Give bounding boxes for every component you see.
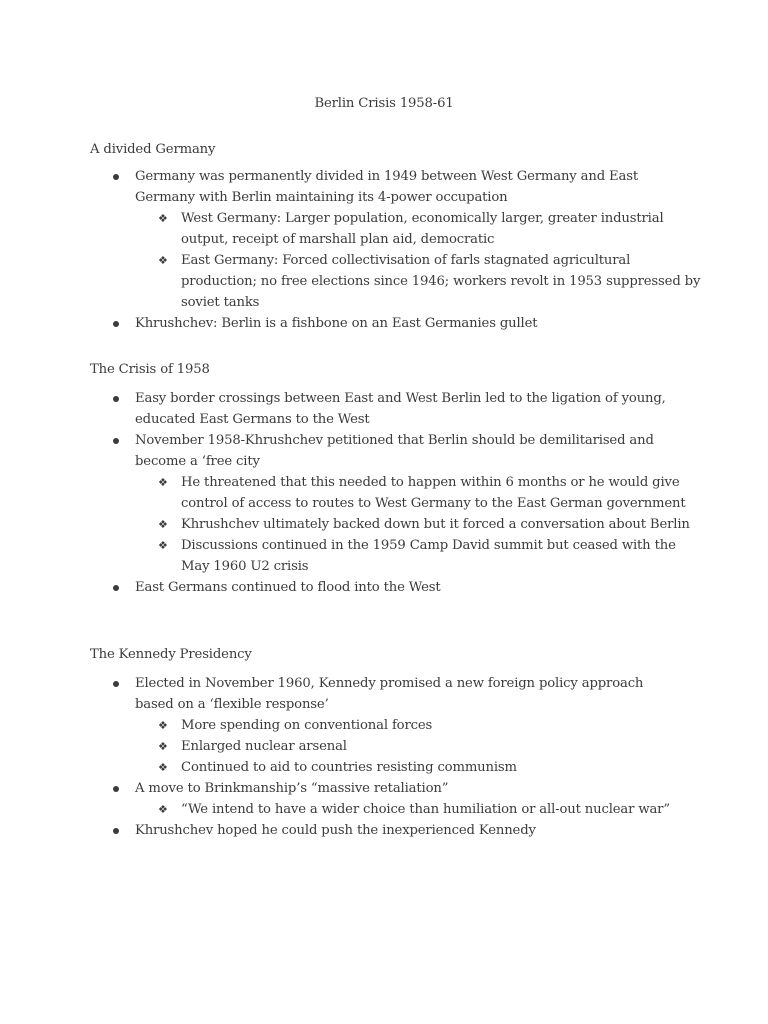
list-item <box>0 208 768 250</box>
list-item <box>0 715 768 736</box>
list-item-text: West Germany: Larger population, economically larger, greater industrial output, receipt of marshall plan aid, democratic <box>181 211 664 247</box>
bullet-dot-icon <box>113 585 119 591</box>
diamond-bullet-icon: ❖ <box>158 254 168 267</box>
section-list-kennedy-presidency <box>0 673 768 841</box>
list-item-text: “We intend to have a wider choice than humiliation or all-out nuclear war” <box>181 802 670 817</box>
bullet-dot-icon <box>113 321 119 327</box>
diamond-bullet-icon: ❖ <box>158 740 168 753</box>
list-item <box>0 820 768 841</box>
bullet-dot-icon <box>113 396 119 402</box>
diamond-bullet-icon: ❖ <box>158 212 168 225</box>
list-item-text: Khrushchev ultimately backed down but it forced a conversation about Berlin <box>181 517 690 532</box>
list-item-text: East Germany: Forced collectivisation of farls stagnated agricultural production; no free elections since 1946; workers revolt in 1953 suppressed by soviet tanks <box>181 253 701 310</box>
diamond-bullet-icon: ❖ <box>158 803 168 816</box>
bullet-dot-icon <box>113 681 119 687</box>
section-heading-kennedy-presidency: The Kennedy Presidency <box>90 647 252 662</box>
list-item-text: Enlarged nuclear arsenal <box>181 739 347 754</box>
bullet-dot-icon <box>113 174 119 180</box>
diamond-bullet-icon: ❖ <box>158 761 168 774</box>
list-item-text: Easy border crossings between East and West Berlin led to the ligation of young, educated East Germans to the West <box>135 391 666 427</box>
section-heading-crisis-1958: The Crisis of 1958 <box>90 362 210 377</box>
diamond-bullet-icon: ❖ <box>158 719 168 732</box>
section-list-crisis-1958 <box>0 388 768 598</box>
section-list-divided-germany <box>0 166 768 334</box>
list-item-text: A move to Brinkmanship’s “massive retaliation” <box>135 781 449 796</box>
list-item <box>0 514 768 535</box>
bullet-dot-icon <box>113 828 119 834</box>
list-item-text: Discussions continued in the 1959 Camp David summit but ceased with the May 1960 U2 crisis <box>181 538 676 574</box>
diamond-bullet-icon: ❖ <box>158 518 168 531</box>
section-heading-divided-germany: A divided Germany <box>90 142 216 157</box>
list-item-text: East Germans continued to flood into the West <box>135 580 441 595</box>
list-item-text: Continued to aid to countries resisting communism <box>181 760 517 775</box>
list-item-text: Khrushchev: Berlin is a fishbone on an East Germanies gullet <box>135 316 538 331</box>
list-item <box>0 757 768 778</box>
list-item <box>0 388 768 430</box>
diamond-bullet-icon: ❖ <box>158 539 168 552</box>
list-item-text: Germany was permanently divided in 1949 between West Germany and East Germany with Berlin maintaining its 4-power occupation <box>135 169 638 205</box>
list-item <box>0 577 768 598</box>
list-item-text: Khrushchev hoped he could push the inexperienced Kennedy <box>135 823 536 838</box>
list-item <box>0 535 768 577</box>
list-item <box>0 166 768 208</box>
list-item <box>0 673 768 715</box>
list-item <box>0 736 768 757</box>
list-item <box>0 778 768 799</box>
list-item-text: November 1958-Khrushchev petitioned that Berlin should be demilitarised and become a ‘free city <box>135 433 654 469</box>
list-item <box>0 313 768 334</box>
bullet-dot-icon <box>113 438 119 444</box>
list-item <box>0 430 768 472</box>
diamond-bullet-icon: ❖ <box>158 476 168 489</box>
list-item-text: He threatened that this needed to happen within 6 months or he would give control of access to routes to West Germany to the East German government <box>181 475 686 511</box>
list-item-text: More spending on conventional forces <box>181 718 433 733</box>
list-item <box>0 472 768 514</box>
list-item-text: Elected in November 1960, Kennedy promised a new foreign policy approach based on a ‘flexible response’ <box>135 676 644 712</box>
list-item <box>0 250 768 313</box>
bullet-dot-icon <box>113 786 119 792</box>
list-item <box>0 799 768 820</box>
document-title: Berlin Crisis 1958-61 <box>314 96 454 111</box>
